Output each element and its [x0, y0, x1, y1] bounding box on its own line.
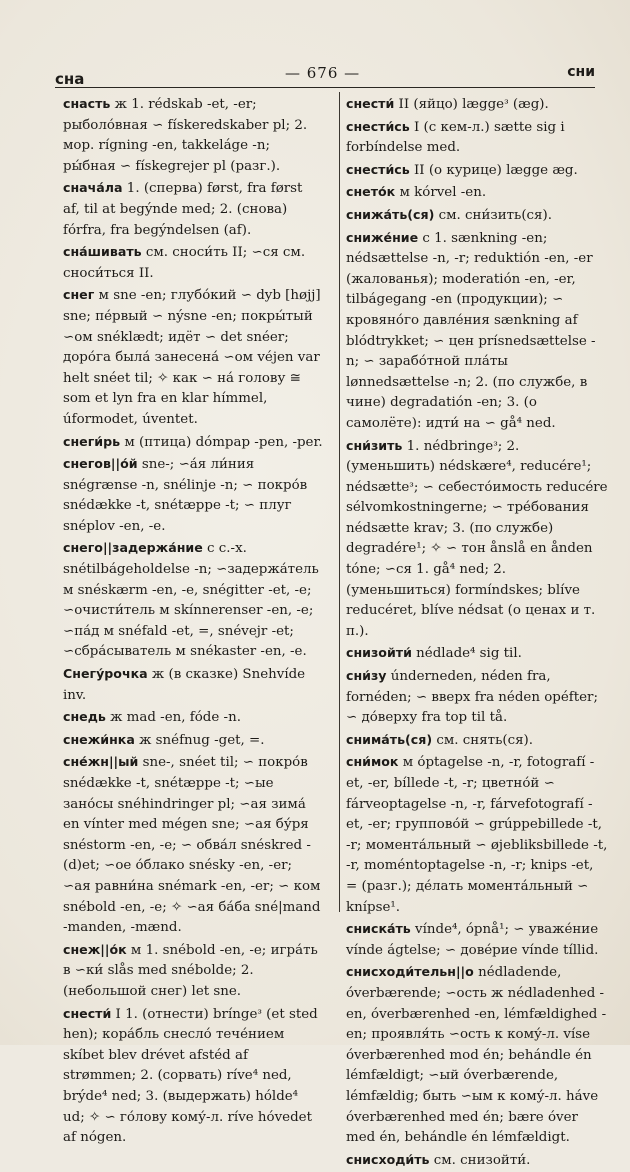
column-divider — [339, 92, 340, 912]
entry-definition: I (с кем-л.) sætte sig i forbíndelse med. — [346, 119, 565, 156]
entry-headword: снедь — [63, 709, 106, 725]
dictionary-entry — [346, 666, 608, 729]
entry-definition: II (о курице) lægge æg. — [409, 162, 578, 178]
dictionary-entry — [63, 1004, 323, 1149]
dictionary-entry — [346, 228, 608, 435]
dictionary-entry — [346, 752, 608, 918]
entry-headword: снежи́нка — [63, 731, 135, 747]
dictionary-entry — [346, 182, 608, 204]
dictionary-entry — [346, 117, 608, 159]
entry-definition: sne-; ∽а́я ли́ния snégrænse -n, snélinje -n; ∽ покро́в snédække -t, snétæppe -t; ∽ плуг snéplov -en, -e. — [63, 457, 308, 534]
entry-definition: см. снять(ся). — [432, 732, 534, 748]
entry-headword: сна́шивать — [63, 244, 142, 260]
entry-definition: см. сни́зить(ся). — [434, 207, 552, 223]
dictionary-entry — [63, 94, 323, 177]
dictionary-entry — [346, 643, 608, 665]
dictionary-entry — [346, 160, 608, 182]
entry-definition: м óptagelse -n, -r, fotografí -et, -er, bíllede -t, -r; цветно́й ∽ fárveoptagelse -n, -r, fárvefotografí -et, -er; группово́й ∽ grúppebillede -t, -r; момента́льный ∽ øjebliksbillede -t, -r, moméntoptagelse -n, -r; knips -et, = (разг.); де́лать момента́льный ∽ knípse¹. — [346, 755, 608, 915]
dictionary-entry — [346, 436, 608, 643]
entry-headword: снести́сь — [346, 161, 410, 177]
entry-headword: снести́ — [63, 1005, 112, 1021]
dictionary-entry — [63, 752, 323, 938]
entry-definition: II (яйцо) læggeᵌ (æg). — [394, 97, 549, 112]
entry-headword: снима́ть(ся) — [346, 731, 433, 747]
page-number: — 676 — — [285, 64, 361, 82]
entry-definition: 1. nédbringeᵌ; 2. (уменьшить) nédskære⁴, reducére¹; nédsætteᵌ; ∽ себесто́имость reducére sélvomkostningerne; ∽ тре́бования nédsætte krav; 3. (по службе) degradére¹; ✧ ∽ тон ånslå en ånden tóne; ∽ся 1. gå⁴ ned; 2. (уменьшиться) formíndskes; blíve reducéret, blíve nédsat (о ценах и т. п.). — [346, 438, 608, 639]
dictionary-entry — [63, 178, 323, 241]
entry-headword: снасть — [63, 96, 111, 111]
entry-definition: м (птица) dómpap -pen, -per. — [120, 434, 323, 450]
dictionary-entry — [63, 242, 323, 284]
entry-headword: снисходи́ть — [346, 1151, 430, 1167]
entry-headword: снача́ла — [63, 180, 123, 196]
entry-definition: sne-, snéet til; ∽ покро́в snédække -t, snétæppe -t; ∽ые зано́сы snéhindringer pl; ∽ая зима́ en vínter med mégen sne; ∽ая бу́ря snéstorm -en, -e; ∽ обва́л snéskred -(d)et; ∽ое о́блако snésky -en, -er; ∽ая равни́на snémark -en, -er; ∽ ком snébold -en, -e; ✧ ∽ая ба́ба sné|mand -manden, -mænd. — [63, 755, 321, 936]
entry-definition: nédlade⁴ sig til. — [411, 646, 522, 662]
entry-definition: м sne -en; глубо́кий ∽ dyb [højj] sne; пе́рвый ∽ nýsne -en; покры́тый ∽ом snéklædt; идёт ∽ det snéer; доро́га была́ занесена́ ∽ом véjen var helt snéet til; ✧ как ∽ на́ голову ≅ som et lyn fra en klar hímmel, úformodet, úventet. — [63, 288, 321, 427]
entry-headword: снеж||о́к — [63, 941, 127, 957]
right-column — [346, 94, 608, 1172]
dictionary-entry — [63, 664, 323, 706]
dictionary-entry — [63, 454, 323, 537]
entry-headword: снисходи́тельн||о — [346, 964, 474, 980]
dictionary-entry — [63, 285, 323, 430]
dictionary-entry — [346, 730, 608, 752]
dictionary-entry — [346, 962, 608, 1148]
left-column — [63, 94, 323, 1150]
entry-definition: м 1. snébold -en, -e; игра́ть в ∽ки́ slås med snébolde; 2. (небольшой снег) let sne. — [63, 942, 318, 999]
dictionary-entry — [346, 919, 608, 961]
entry-headword: сни́зить — [346, 437, 403, 453]
entry-definition: 1. (сперва) først, fra først af, til at begýnde med; 2. (снова) fórfra, fra begýndelsen (af). — [63, 181, 303, 238]
entry-headword: сни́мок — [346, 754, 399, 770]
entry-headword: снег — [63, 287, 95, 303]
entry-definition: únderneden, néden fra, fornéden; ∽ вверх fra néden opéfter; ∽ до́верху fra top til tå. — [346, 669, 598, 726]
dictionary-entry — [63, 707, 323, 729]
entry-definition: м kórvel -en. — [395, 185, 487, 201]
entry-headword: сне́жн||ый — [63, 754, 139, 770]
entry-headword: снего||задержа́ние — [63, 540, 203, 556]
entry-definition: см. снизойти́. — [429, 1152, 531, 1168]
entry-headword: снижа́ть(ся) — [346, 206, 435, 222]
entry-definition: см. сноси́ть II; ∽ся см. сноси́ться II. — [63, 245, 306, 281]
entry-headword: сни́зу — [346, 668, 387, 684]
entry-headword: снести́сь — [346, 118, 410, 134]
entry-headword: Снегу́рочка — [63, 666, 148, 682]
entry-definition: ж (в сказке) Snehvíde inv. — [63, 667, 306, 703]
entry-definition: ж 1. rédskab -et, -er; рыболо́вная ∽ fískeredskaber pl; 2. мор. rígning -en, takkeláge -n; ры́бная ∽ fískegrejer pl (разг.). — [63, 97, 308, 174]
entry-definition: с с.-х. snétilbágeholdelse -n; ∽задержа́тель м snéskærm -en, -e, snégitter -et, -e; ∽очисти́тель м skínnerenser -en, -e; ∽па́д м snéfald -et, =, snévejr -et; ∽сбра́сыватель м snékaster -en, -e. — [63, 541, 319, 660]
dictionary-entry — [63, 538, 323, 663]
entry-headword: снести́ — [346, 96, 395, 111]
header-rule — [55, 87, 595, 88]
entry-headword: снеги́рь — [63, 433, 121, 449]
entry-definition: nédladende, óverbærende; ∽ость ж nédladenhed -en, óverbærenhed -en, lémfældighed -en; проявля́ть ∽ость к кому́-л. víse óverbærenhed mod én; behándle én lémfældigt; ∽ый óverbærende, lémfældig; быть ∽ым к кому́-л. háve óverbærenhed med én; bære óver med én, behándle én lémfældigt. — [346, 965, 607, 1146]
entry-definition: I 1. (отнести) bríngeᵌ (et sted hen); кора́бль снесло́ тече́нием skíbet blev drévet afstéd af strømmen; 2. (сорвать) ríve⁴ ned, brýde⁴ ned; 3. (выдержать) hólde⁴ ud; ✧ ∽ го́лову кому́-л. ríve hóvedet af nógen. — [63, 1006, 318, 1146]
entry-definition: ж mad -en, fóde -n. — [105, 710, 241, 726]
entry-definition: vínde⁴, ópnå¹; ∽ уваже́ние vínde ágtelse; ∽ дове́рие vínde tíllid. — [346, 922, 599, 958]
entry-definition: ж snéfnug -get, =. — [134, 732, 265, 748]
entry-headword: сниже́ние — [346, 229, 419, 245]
dictionary-entry — [63, 730, 323, 752]
entry-headword: снизойти́ — [346, 645, 412, 661]
entry-headword: снегов||о́й — [63, 456, 138, 472]
entry-headword: снето́к — [346, 184, 396, 200]
dictionary-entry — [63, 432, 323, 454]
dictionary-entry — [63, 940, 323, 1003]
right-guide-word: сни — [567, 64, 595, 80]
entry-definition: с 1. sænkning -en; nédsættelse -n, -r; reduktión -en, -er (жалованья); moderatión -en, -er, tilbágegang -en (продукции); ∽ кровяно́го давле́ния sænkning af blódtrykket; ∽ цен prísnedsættelse -n; ∽ зарабо́тной пла́ты lønnedsættelse -n; 2. (по службе, в чине) degradatión -en; 3. (о самолёте): идти́ на ∽ gå⁴ ned. — [346, 230, 596, 431]
dictionary-entry — [346, 94, 608, 116]
dictionary-entry — [346, 1150, 608, 1172]
page-header — [55, 60, 595, 88]
entry-headword: сниска́ть — [346, 921, 411, 937]
left-guide-word: сна — [55, 70, 85, 88]
dictionary-entry — [346, 205, 608, 227]
